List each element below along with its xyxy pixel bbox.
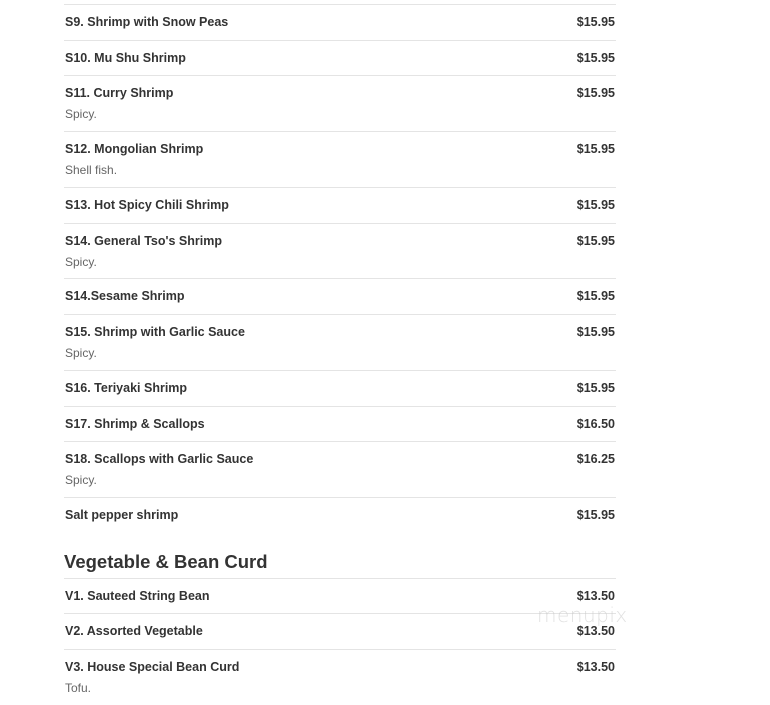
item-price: $15.95 — [576, 508, 615, 523]
menu-item[interactable] — [64, 4, 616, 40]
item-description: Spicy. — [65, 107, 97, 122]
item-price: $16.25 — [576, 452, 615, 467]
item-price: $15.95 — [576, 197, 615, 212]
menu-item[interactable] — [64, 578, 616, 614]
item-name: V3. House Special Bean Curd — [65, 660, 240, 675]
item-price: $13.50 — [576, 624, 615, 639]
item-name: S17. Shrimp & Scallops — [65, 416, 205, 431]
item-price: $15.95 — [576, 380, 615, 395]
item-name: V1. Sauteed String Bean — [65, 588, 210, 603]
menu-item[interactable] — [64, 441, 616, 497]
item-price: $15.95 — [576, 86, 615, 101]
section-title: Vegetable & Bean Curd — [64, 550, 268, 572]
menu-item[interactable] — [64, 370, 616, 406]
menu-item[interactable] — [64, 649, 616, 705]
menu-item[interactable] — [64, 40, 616, 76]
item-name: S14.Sesame Shrimp — [65, 289, 185, 304]
item-description: Shell fish. — [65, 163, 118, 178]
item-name: S18. Scallops with Garlic Sauce — [65, 452, 254, 467]
menu-item[interactable] — [64, 75, 616, 131]
menu-item[interactable] — [64, 314, 616, 370]
item-name: S12. Mongolian Shrimp — [65, 142, 204, 157]
item-name: S14. General Tso's Shrimp — [65, 233, 222, 248]
item-price: $15.95 — [576, 142, 615, 157]
menu-item[interactable] — [64, 187, 616, 223]
menu-item[interactable] — [64, 406, 616, 442]
item-description: Tofu. — [65, 681, 92, 696]
section-header — [64, 533, 616, 578]
item-name: S15. Shrimp with Garlic Sauce — [65, 325, 245, 340]
item-price: $13.50 — [576, 660, 615, 675]
item-name: S11. Curry Shrimp — [65, 86, 174, 101]
item-price: $15.95 — [576, 50, 615, 65]
watermark: menupix — [537, 603, 628, 627]
item-price: $15.95 — [576, 289, 615, 304]
menu-item[interactable] — [64, 613, 616, 649]
menu-item[interactable] — [64, 131, 616, 187]
item-description: Spicy. — [65, 346, 97, 361]
item-price: $15.95 — [576, 233, 615, 248]
item-name: S13. Hot Spicy Chili Shrimp — [65, 197, 229, 212]
item-description: Spicy. — [65, 473, 97, 488]
item-name: S9. Shrimp with Snow Peas — [65, 15, 229, 29]
item-price: $13.50 — [576, 588, 615, 603]
item-description: Spicy. — [65, 254, 97, 269]
menu-item[interactable] — [64, 223, 616, 279]
item-name: Salt pepper shrimp — [65, 508, 179, 523]
menu-item[interactable] — [64, 278, 616, 314]
item-price: $16.50 — [576, 416, 615, 431]
item-name: S16. Teriyaki Shrimp — [65, 380, 188, 395]
item-price: $15.95 — [576, 325, 615, 340]
item-price: $15.95 — [576, 15, 615, 29]
menu-item[interactable] — [64, 497, 616, 533]
menu — [64, 4, 616, 705]
item-name: S10. Mu Shu Shrimp — [65, 50, 186, 65]
item-name: V2. Assorted Vegetable — [65, 624, 203, 639]
